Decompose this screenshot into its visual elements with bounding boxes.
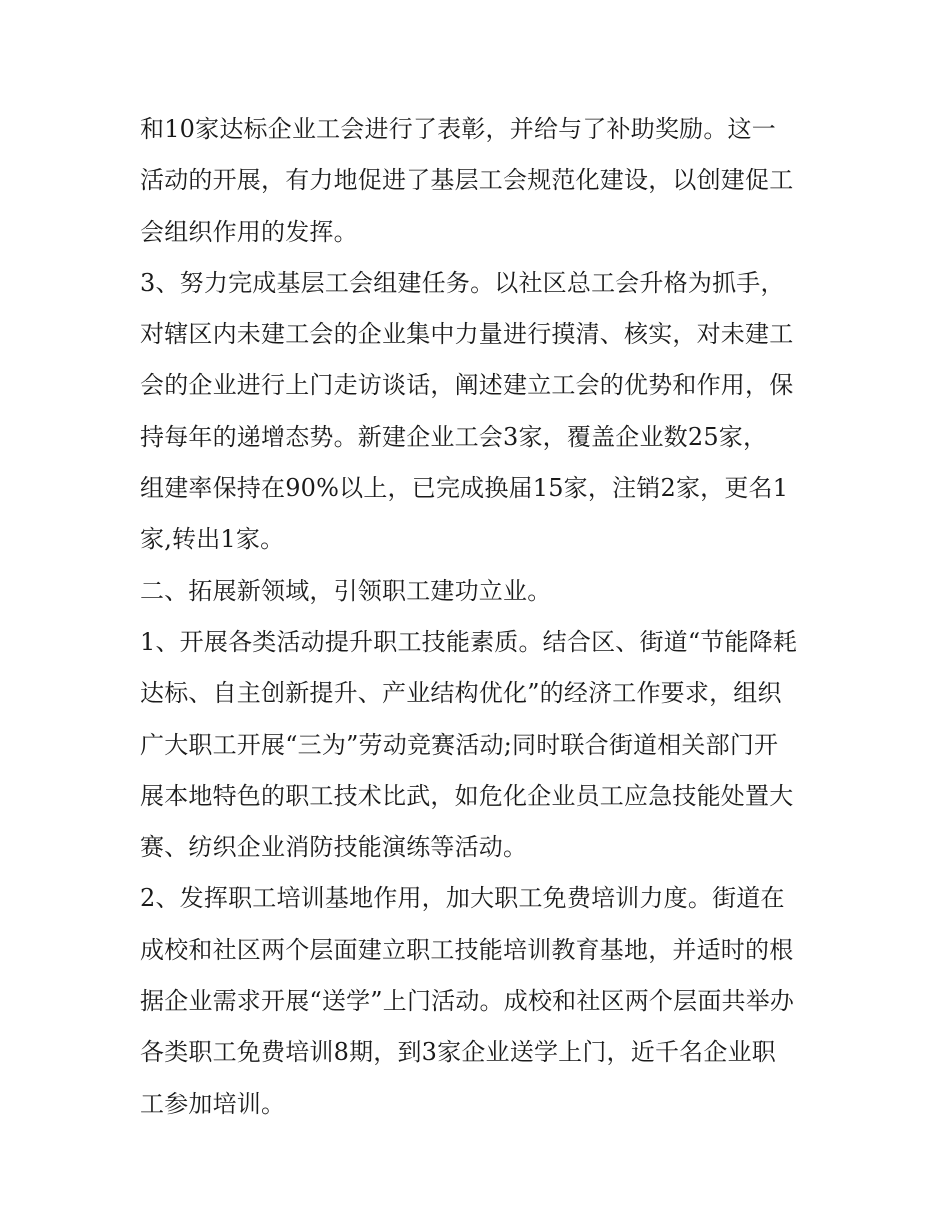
text-line: 组建率保持在90%以上，已完成换届15家，注销2家，更名1 [140,474,789,503]
section-heading: 二、拓展新领域，引领职工建功立业。 [140,576,552,605]
text-line: 赛、纺织企业消防技能演练等活动。 [140,833,528,862]
text-line: 工参加培训。 [140,1089,286,1118]
document-body [140,104,820,1130]
text-line: 家,转出1家。 [140,525,285,554]
text-line: 对辖区内未建工会的企业集中力量进行摸清、核实，对未建工 [140,320,794,349]
text-line: 会组织作用的发挥。 [140,217,358,246]
text-line: 和10家达标企业工会进行了表彰，并给与了补助奖励。这一 [140,115,776,143]
text-line: 各类职工免费培训8期，到3家企业送学上门，近千名企业职 [140,1038,776,1067]
text-line: 2、发挥职工培训基地作用，加大职工免费培训力度。街道在 [140,884,785,913]
text-line: 达标、自主创新提升、产业结构优化”的经济工作要求，组织 [140,679,782,708]
text-line: 成校和社区两个层面建立职工技能培训教育基地，并适时的根 [140,935,794,964]
text-line: 1、开展各类活动提升职工技能素质。结合区、街道“节能降耗 [140,627,798,656]
text-line: 据企业需求开展“送学”上门活动。成校和社区两个层面共举办 [140,987,795,1016]
text-line: 广大职工开展“三为”劳动竞赛活动;同时联合街道相关部门开 [140,730,779,759]
text-line: 展本地特色的职工技术比武，如危化企业员工应急技能处置大 [140,781,794,810]
text-line: 持每年的递增态势。新建企业工会3家，覆盖企业数25家， [140,422,768,451]
text-line: 3、努力完成基层工会组建任务。以社区总工会升格为抓手， [140,268,785,297]
text-line: 活动的开展，有力地促进了基层工会规范化建设，以创建促工 [140,166,794,195]
text-line: 会的企业进行上门走访谈话，阐述建立工会的优势和作用，保 [140,371,794,400]
